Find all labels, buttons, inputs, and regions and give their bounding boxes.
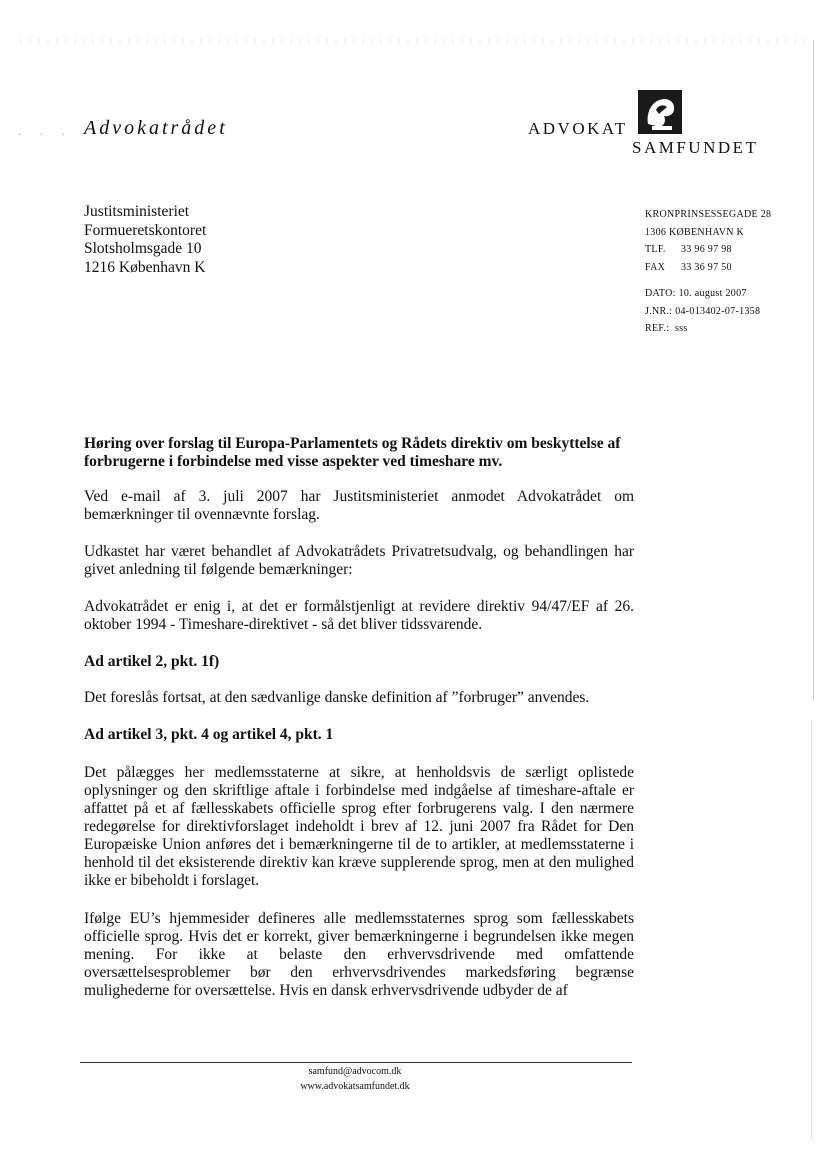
fax-label: FAX	[645, 261, 666, 273]
sender-fax	[645, 259, 771, 277]
footer-email: samfund@advocom.dk	[308, 1066, 402, 1077]
recipient-line: 1216 København K	[84, 258, 206, 276]
section-heading: Ad artikel 2, pkt. 1f)	[84, 653, 220, 670]
logo-word-advokat: ADVOKAT	[528, 119, 628, 138]
phone-label: TLF.	[645, 244, 666, 255]
paragraph: Det pålægges her medlemsstaterne at sikre, at henholdsvis de særligt oplistede oplysninger og den skriftlige aftale i forbindelse med indgåelse af timeshare-aftale er affattet på et af fællesskabets officielle sprog efter forbrugerens valg. I den nærmere redegørelse for direktivforslaget indeholdt i brev af 12. juni 2007 fra Rådet for Den Europæiske Union anføres det i bemærkningerne til de to artikler, at medlemsstaterne i henhold til det eksisterende direktiv kan kræve supplerende sprog, men at den mulighed ikke er bibeholdt i forslaget.	[84, 764, 634, 889]
advokatsamfundet-logo	[528, 90, 778, 170]
letter-subject: Høring over forslag til Europa-Parlamentets og Rådets direktiv om beskyttelse af forbrugerne i forbindelse med visse aspekter ved timeshare mv.	[84, 435, 621, 470]
paragraph: Ifølge EU’s hjemmesider defineres alle medlemsstaternes sprog som fællesskabets officielle sprog. Hvis det er korrekt, giver bemærkningerne i begrundelsen ikke megen mening. For ikke at belaste den erhvervsdrivende med omfattende oversættelsesproblemer bør den erhvervsdrivendes markedsføring begrænse mulighederne for oversættelse. Hvis en dansk erhvervsdrivende udbyder de af	[84, 910, 634, 999]
reference	[645, 320, 771, 338]
letter-date	[645, 285, 771, 303]
footer-divider	[80, 1062, 632, 1063]
phone-value: 33 96 97 98	[681, 244, 732, 255]
scan-dots: · · ·	[18, 130, 73, 141]
recipient-line: Slotsholmsgade 10	[84, 240, 202, 257]
footer-website: www.advokatsamfundet.dk	[300, 1081, 410, 1092]
journal-number	[645, 303, 771, 321]
jnr-value: 04-013402-07-1358	[675, 305, 761, 317]
sender-street: KRONPRINSESSEGADE 28	[645, 209, 772, 220]
scan-noise	[20, 38, 810, 44]
section-heading: Ad artikel 3, pkt. 4 og artikel 4, pkt. 1	[84, 726, 334, 743]
logo-word-samfundet: SAMFUNDET	[632, 138, 759, 157]
advokatraadet-logo-text: Advokatrådet	[84, 117, 228, 139]
jnr-label: J.NR.:	[645, 305, 673, 317]
sender-info	[645, 206, 771, 338]
ref-value: sss	[674, 323, 688, 334]
fax-value: 33 36 97 50	[681, 261, 732, 273]
recipient-line: Formueretskontoret	[84, 221, 207, 239]
sender-phone	[645, 241, 771, 259]
paragraph: Det foreslås fortsat, at den sædvanlige danske definition af ”forbruger” anvendes.	[84, 689, 590, 706]
sender-city: 1306 KØBENHAVN K	[645, 226, 745, 238]
page-edge	[811, 720, 812, 1140]
paragraph: Ved e-mail af 3. juli 2007 har Justitsministeriet anmodet Advokatrådet om bemærkninger til ovennævnte forslag.	[84, 488, 634, 523]
recipient-line: Justitsministeriet	[84, 203, 190, 220]
ref-label: REF.:	[645, 323, 670, 334]
page-edge	[813, 40, 814, 700]
paragraph: Udkastet har været behandlet af Advokatrådets Privatretsudvalg, og behandlingen har givet anledning til følgende bemærkninger:	[84, 543, 634, 578]
helmet-emblem-icon	[638, 90, 682, 134]
recipient-address	[84, 203, 206, 277]
date-label: DATO:	[645, 288, 676, 299]
date-value: 10. august 2007	[678, 288, 747, 299]
paragraph: Advokatrådet er enig i, at det er formålstjenligt at revidere direktiv 94/47/EF af 26. oktober 1994 - Timeshare-direktivet - så det bliver tidssvarende.	[84, 598, 634, 633]
